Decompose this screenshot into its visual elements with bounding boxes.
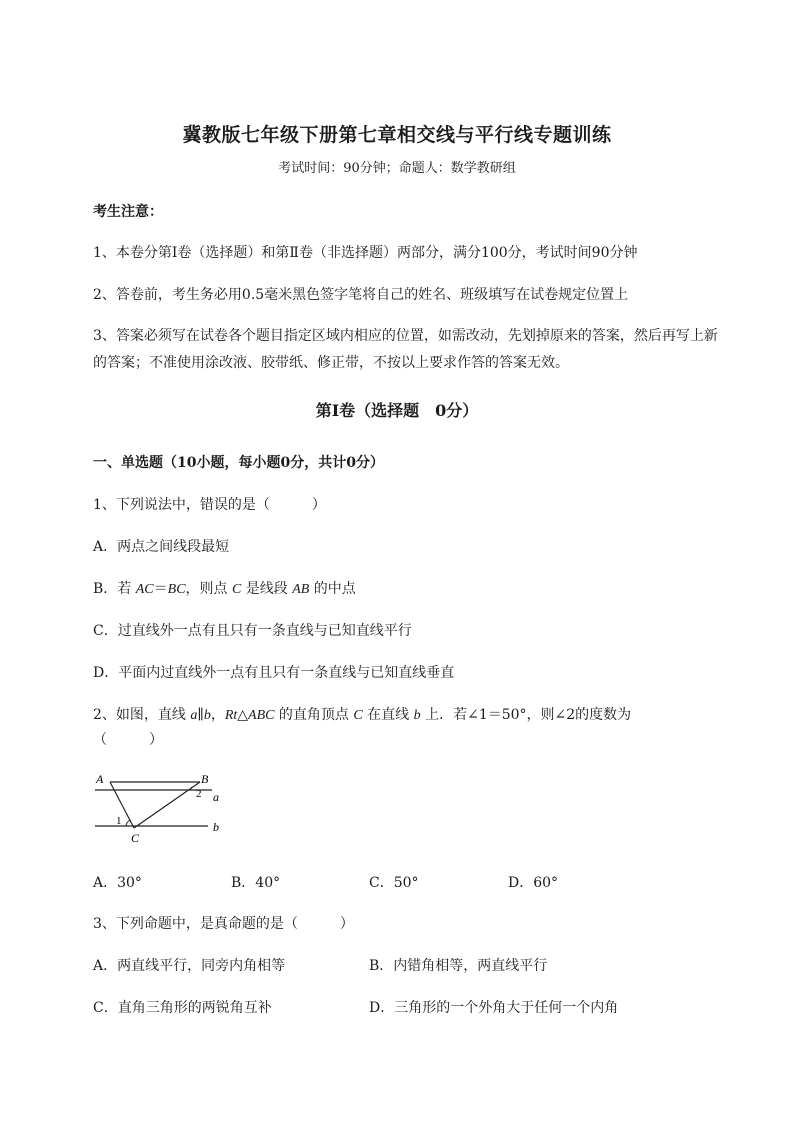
q2-option-c: C．50° [369, 875, 419, 891]
q1-option-d: D．平面内过直线外一点有且只有一条直线与已知直线垂直 [93, 665, 455, 681]
q2-stem: 2、如图，直线 a∥b，Rt△ABC 的直角顶点 C 在直线 b 上．若∠1＝50°，则∠2的度数为 [93, 707, 632, 723]
notice-heading: 考生注意： [93, 204, 163, 220]
q2-option-b: B．40° [231, 875, 281, 891]
q1-option-a: A．两点之间线段最短 [93, 539, 230, 555]
q3-option-c: C．直角三角形的两锐角互补 [93, 1000, 272, 1016]
q3-option-b: B．内错角相等，两直线平行 [369, 958, 548, 974]
q3-option-a: A．两直线平行，同旁内角相等 [93, 958, 286, 974]
label-c-point: C [131, 831, 140, 845]
q1-option-c: C．过直线外一点有且只有一条直线与已知直线平行 [93, 623, 412, 639]
q3-stem: 3、下列命题中，是真命题的是（ ） [93, 916, 354, 932]
q2-option-d: D．60° [508, 875, 559, 891]
label-angle-2: 2 [196, 788, 202, 800]
q3-option-d: D．三角形的一个外角大于任何一个内角 [369, 1000, 619, 1016]
exam-subtitle: 考试时间：90分钟；命题人：数学教研组 [278, 161, 516, 176]
notice-item-2: 2、答卷前，考生务必用0.5毫米黑色签字笔将自己的姓名、班级填写在试卷规定位置上 [93, 287, 629, 303]
q2-figure [90, 770, 230, 846]
segment-ac [110, 782, 134, 828]
q2-blank: （ ） [93, 732, 163, 748]
q1-stem: 1、下列说法中，错误的是（ ） [93, 497, 326, 513]
label-line-a: a [213, 790, 219, 804]
section-heading: 一、单选题（10小题，每小题0分，共计0分） [93, 455, 384, 471]
label-a-point: A [96, 772, 104, 786]
label-angle-1: 1 [116, 815, 122, 827]
label-line-b: b [213, 820, 219, 834]
notice-item-3: 3、答案必须写在试卷各个题目指定区域内相应的位置，如需改动，先划掉原来的答案，然后再写上新 [93, 328, 718, 344]
q2-option-a: A．30° [93, 875, 142, 891]
q1-option-b: B．若 AC＝BC，则点 C 是线段 AB 的中点 [93, 581, 356, 597]
label-b-point: B [201, 772, 209, 786]
section-title: 第I卷（选择题 0分） [315, 401, 479, 420]
exam-title: 冀教版七年级下册第七章相交线与平行线专题训练 [182, 124, 612, 146]
angle-1-arc [126, 820, 130, 826]
notice-item-1: 1、本卷分第I卷（选择题）和第Ⅱ卷（非选择题）两部分，满分100分，考试时间90分钟 [93, 245, 638, 261]
notice-item-3-cont: 的答案；不准使用涂改液、胶带纸、修正带，不按以上要求作答的答案无效。 [93, 355, 569, 371]
